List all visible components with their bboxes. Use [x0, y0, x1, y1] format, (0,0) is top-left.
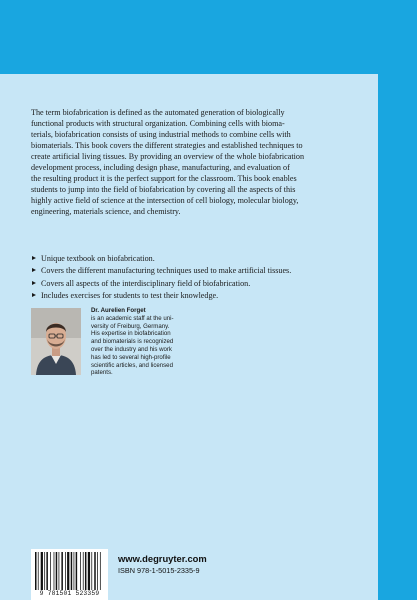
- barcode-number: 9 781501 523359: [39, 590, 100, 597]
- feature-list: [31, 253, 351, 303]
- author-bio: [91, 307, 209, 377]
- triangle-bullet-icon: [32, 256, 36, 260]
- feature-text: Covers the different manufacturing techniques used to make artificial tissues.: [41, 266, 292, 276]
- triangle-bullet-icon: [32, 268, 36, 272]
- description-line: development process, including design phase, manufacturing, and evaluation of: [31, 162, 290, 172]
- description-line: biomaterials. This book covers the different strategies and established techniques to: [31, 140, 303, 150]
- description-line: highly active field of science at the intersection of cell biology, molecular biology,: [31, 195, 299, 205]
- description-line: the resulting product it is the perfect support for the classroom. This book enables: [31, 173, 297, 183]
- list-item: [31, 253, 351, 265]
- bio-line: and biomaterials is recognized: [91, 338, 174, 346]
- list-item: [31, 278, 351, 290]
- list-item: [31, 265, 351, 277]
- isbn-text: ISBN 978-1-5015-2335-9: [118, 566, 200, 575]
- description-line: The term biofabrication is defined as the automated generation of biologically: [31, 108, 285, 117]
- bio-line: His expertise in biofabrication: [91, 330, 171, 338]
- isbn-barcode: [31, 549, 108, 600]
- description-line: terials, biofabrication consists of using industrial methods to combine cells with: [31, 129, 291, 139]
- bio-line: is an academic staff at the uni-: [91, 314, 174, 322]
- description-line: functional products with structural organization. Combining cells with bioma-: [31, 118, 285, 128]
- feature-text: Unique textbook on biofabrication.: [41, 254, 155, 263]
- barcode-bars-icon: [34, 552, 105, 590]
- bio-line: over the industry and his work: [91, 345, 172, 353]
- list-item: [31, 290, 351, 302]
- triangle-bullet-icon: [32, 281, 36, 285]
- description-line: create artificial living tissues. By providing an overview of the whole biofabrication: [31, 151, 305, 161]
- description-line: engineering, materials science, and chemistry.: [31, 206, 181, 216]
- triangle-bullet-icon: [32, 293, 36, 297]
- author-photo: [31, 308, 81, 375]
- author-name: Dr. Aurelien Forget: [91, 307, 146, 314]
- description-line: students to jump into the field of biofabrication by covering all the aspects of this: [31, 184, 296, 194]
- book-description: [31, 108, 349, 218]
- bio-line: scientific articles, and licensed: [91, 361, 173, 369]
- feature-text: Includes exercises for students to test their knowledge.: [41, 291, 219, 301]
- publisher-website: www.degruyter.com: [118, 553, 207, 564]
- bio-line: has led to several high-profile: [91, 353, 171, 361]
- bio-line: versity of Freiburg, Germany.: [91, 322, 170, 330]
- bio-line: patents.: [91, 369, 113, 377]
- feature-text: Covers all aspects of the interdisciplinary field of biofabrication.: [41, 278, 251, 288]
